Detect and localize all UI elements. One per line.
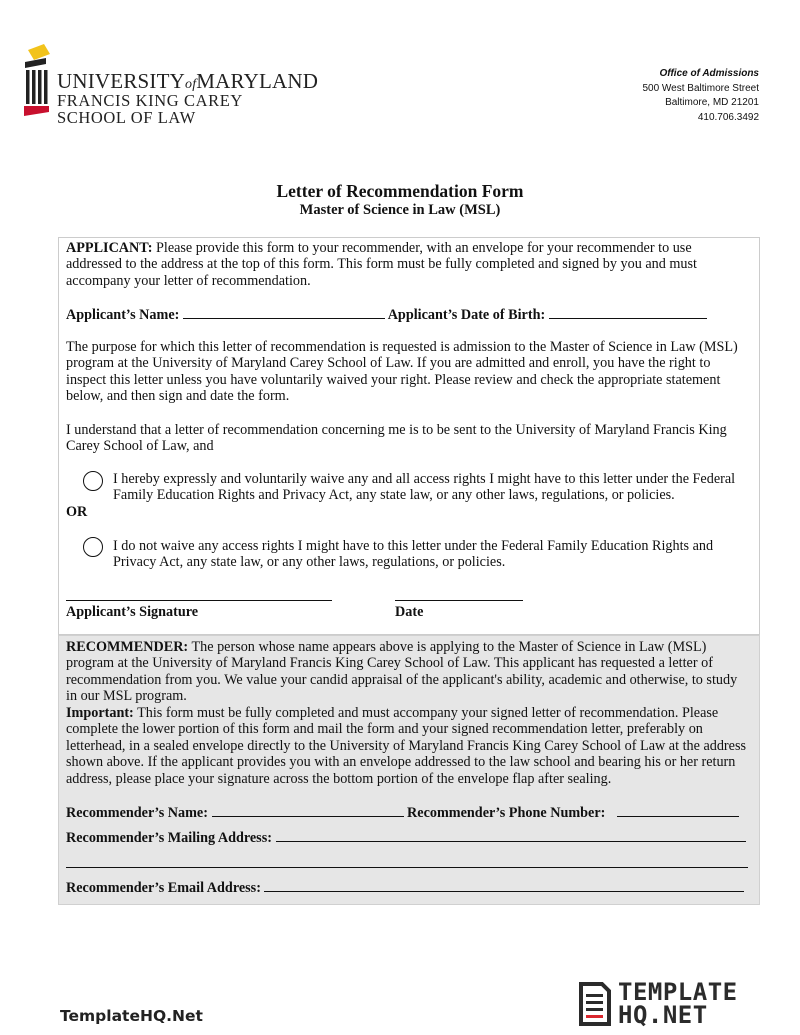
recommender-phone-field[interactable] [617,804,739,817]
school-name-line2: SCHOOL OF LAW [57,108,196,127]
school-name-line1: FRANCIS KING CAREY [57,91,243,110]
understand-paragraph: I understand that a letter of recommendation concerning me is to be sent to the University of Maryland Francis King Carey School of Law, and [66,422,727,455]
office-phone: 410.706.3492 [697,111,759,123]
recommender-name-label: Recommender’s Name: [66,805,208,821]
street-address: 500 West Baltimore Street [642,82,759,94]
applicant-name-row [66,306,707,323]
recommender-mailing-field-line2[interactable] [66,867,748,868]
waive-option-text: I hereby expressly and voluntarily waive any and all access rights I might have to this letter under the Federal Family Education Rights and Privacy Act, any state law, or any other laws, regulations, or policies. [113,471,736,504]
applicant-name-label: Applicant’s Name: [66,307,180,323]
applicant-instructions-text: Please provide this form to your recommender, with an envelope for your recommender to use addressed to the address at the top of this form. This form must be fully completed and signed by you and must accompany your letter of recommendation. [66,240,697,289]
logo-word-template: TEMPLATE [618,978,738,1006]
recommender-intro-text: The person whose name appears above is applying to the Master of Science in Law (MSL) program at the University of Maryland Francis King Carey School of Law. This applicant has requested a letter of recommendation from you. We value your candid appraisal of the applicant's ability, academic and otherwise, to study in our MSL program. [66,639,738,705]
university-name: UNIVERSITYofMARYLAND [57,69,319,93]
recommender-name-row [66,804,739,821]
logo-word-hqnet: HQ.NET [618,1001,708,1029]
office-address [642,67,759,125]
recommender-email-row [66,879,744,896]
recommender-mailing-row [66,829,746,846]
footer-site-text: TemplateHQ.Net [60,1007,203,1025]
form-subtitle: Master of Science in Law (MSL) [299,202,501,218]
purpose-paragraph: The purpose for which this letter of recommendation is requested is admission to the Master of Science in Law (MSL) program at the University of Maryland Carey School of Law. If you are admitted and enroll, you have the right to inspect this letter unless you have voluntarily waived your right. Please review and check the appropriate statement below, and then sign and date the form. [66,339,738,405]
city-address: Baltimore, MD 21201 [665,97,759,108]
recommender-phone-label: Recommender’s Phone Number: [407,805,606,821]
applicant-name-field[interactable] [183,306,385,319]
templatehq-logo [578,979,762,1029]
applicant-dob-label: Applicant’s Date of Birth: [387,307,546,323]
important-label: Important: [66,705,134,721]
recommender-mailing-label: Recommender’s Mailing Address: [66,830,272,846]
or-separator: OR [66,504,88,520]
signature-label: Applicant’s Signature [66,604,199,620]
date-label: Date [395,604,424,620]
recommender-mailing-field[interactable] [276,829,746,842]
important-notice [66,705,750,787]
signature-line[interactable] [66,600,332,601]
not-waive-radio[interactable] [83,537,103,557]
waive-radio[interactable] [83,471,103,491]
applicant-label: APPLICANT: [66,240,153,256]
document-icon [578,981,612,1027]
important-text: This form must be fully completed and must accompany your signed letter of recommendation. Please complete the lower portion of this form and mail the form and your signed recommendation letter, preferably on letterhead, in a sealed envelope directly to the University of Maryland Francis King Carey School of Law at the address shown above. If the applicant provides you with an envelope addressed to the law school and bearing his or her return address, please place your signature across the bottom portion of the envelope flap after sealing. [66,705,746,787]
date-line[interactable] [395,600,523,601]
applicant-instructions [66,240,738,289]
office-title: Office of Admissions [659,68,759,79]
recommender-email-field[interactable] [264,879,744,892]
law-school-seal-icon [22,44,52,120]
recommender-label: RECOMMENDER: [66,639,189,655]
applicant-dob-field[interactable] [549,306,707,319]
recommender-email-label: Recommender’s Email Address: [66,880,261,896]
university-logo [22,44,319,127]
form-title: Letter of Recommendation Form [276,181,524,201]
recommender-intro [66,639,750,705]
recommender-name-field[interactable] [212,804,404,817]
not-waive-option-text: I do not waive any access rights I might have to this letter under the Federal Family Education Rights and Privacy Act, any state law, or any other laws, regulations, or policies. [113,538,714,571]
